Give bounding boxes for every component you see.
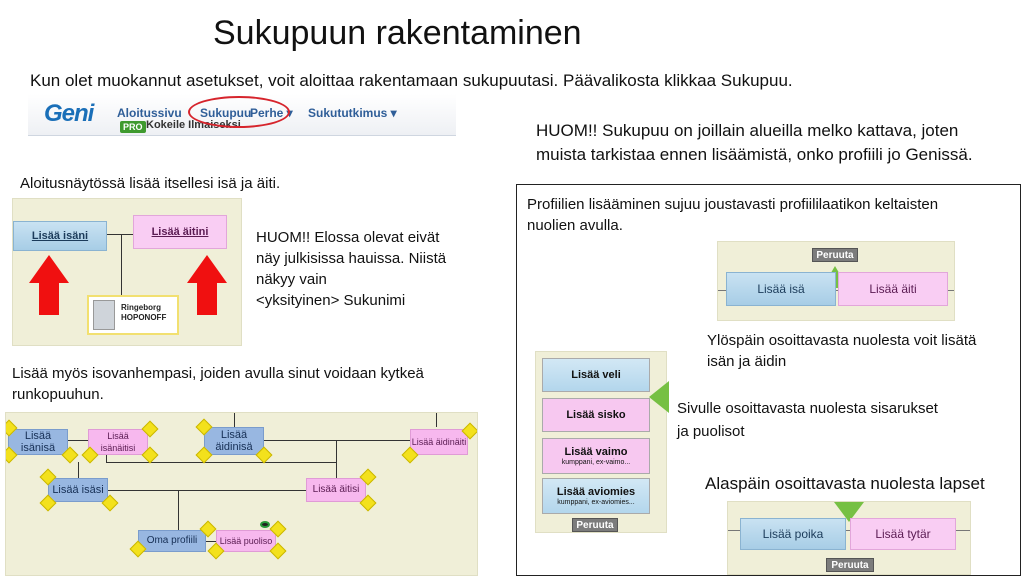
page-title: Sukupuun rakentaminen bbox=[213, 14, 582, 52]
own-profile-box[interactable]: Oma profiili bbox=[138, 530, 206, 552]
red-up-arrow-icon bbox=[29, 255, 69, 315]
add-brother-box[interactable]: Lisää veli bbox=[542, 358, 650, 392]
grandparents-tree-panel bbox=[5, 412, 478, 576]
add-father-box[interactable]: Lisää isä bbox=[726, 272, 836, 306]
add-paternal-grandfather-box[interactable]: Lisää isänisä bbox=[8, 429, 68, 455]
grandparents-text-line-2: runkopuuhun. bbox=[12, 386, 104, 403]
connector-line bbox=[121, 234, 122, 295]
add-maternal-grandmother-box[interactable]: Lisää äidinäiti bbox=[410, 429, 468, 455]
grandparents-text-line-1: Lisää myös isovanhempasi, joiden avulla sinut voidaan kytkeä bbox=[12, 365, 424, 382]
intro-text: Kun olet muokannut asetukset, voit aloittaa rakentamaan sukupuutasi. Päävalikosta klikkaa Sukupuu. bbox=[30, 71, 793, 90]
living-note-line-2: näy julkisissa hauissa. Niistä bbox=[256, 250, 447, 267]
red-up-arrow-icon bbox=[187, 255, 227, 315]
up-arrow-text-line-2: isän ja äidin bbox=[707, 353, 787, 370]
geni-logo: Geni bbox=[44, 100, 94, 127]
living-note-line-3: näkyy vain bbox=[256, 271, 327, 288]
cancel-button[interactable]: Peruuta bbox=[826, 558, 874, 572]
start-screen-panel bbox=[12, 198, 242, 346]
own-profile-card[interactable] bbox=[87, 295, 179, 335]
side-arrow-text-line-2: ja puolisot bbox=[677, 423, 745, 440]
nav-family[interactable]: Perhe ▾ bbox=[250, 106, 293, 120]
add-father-box[interactable]: Lisää isäsi bbox=[48, 478, 108, 502]
add-parents-panel bbox=[717, 241, 955, 321]
add-sister-box[interactable]: Lisää sisko bbox=[542, 398, 650, 432]
guide-intro-line-2: nuolien avulla. bbox=[527, 217, 623, 234]
side-arrow-text-line-1: Sivulle osoittavasta nuolesta sisarukset bbox=[677, 400, 938, 417]
green-dot-icon bbox=[260, 521, 270, 528]
nav-genealogy[interactable]: Sukututkimus ▾ bbox=[308, 106, 397, 120]
nav-home[interactable]: Aloitussivu bbox=[117, 106, 182, 120]
add-maternal-grandfather-box[interactable]: Lisää äidinisä bbox=[204, 427, 264, 455]
add-wife-box[interactable]: Lisää vaimo kumppani, ex-vaimo... bbox=[542, 438, 650, 474]
down-arrow-text: Alaspäin osoittavasta nuolesta lapset bbox=[705, 474, 985, 493]
cancel-button[interactable]: Peruuta bbox=[572, 518, 618, 532]
coverage-note-line-2: muista tarkistaa ennen lisäämistä, onko profiili jo Genissä. bbox=[536, 145, 973, 164]
try-free-link[interactable]: Kokeile Ilmaiseksi bbox=[146, 119, 241, 131]
nav-family-tree[interactable]: Sukupuu bbox=[200, 106, 252, 120]
living-note-line-4: <yksityinen> Sukunimi bbox=[256, 292, 406, 309]
living-note-line-1: HUOM!! Elossa olevat eivät bbox=[256, 229, 440, 246]
profile-adding-guide bbox=[516, 184, 1021, 576]
cancel-button[interactable]: Peruuta bbox=[812, 248, 858, 262]
start-screen-text: Aloitusnäytössä lisää itsellesi isä ja äiti. bbox=[20, 175, 281, 192]
add-son-box[interactable]: Lisää poika bbox=[740, 518, 846, 550]
pro-badge: PRO bbox=[120, 121, 146, 133]
add-children-panel bbox=[727, 501, 971, 575]
avatar-silhouette-icon bbox=[93, 300, 115, 330]
green-left-arrow-icon[interactable] bbox=[649, 381, 669, 413]
geni-menu-bar bbox=[28, 94, 456, 136]
add-mother-box[interactable]: Lisää äitisi bbox=[306, 478, 366, 502]
add-my-father-box[interactable]: Lisää isäni bbox=[13, 221, 107, 251]
add-my-mother-box[interactable]: Lisää äitini bbox=[133, 215, 227, 249]
up-arrow-text-line-1: Ylöspäin osoittavasta nuolesta voit lisätä bbox=[707, 332, 977, 349]
profile-name: Ringeborg HOPONOFF bbox=[121, 303, 167, 322]
add-paternal-grandmother-box[interactable]: Lisää isänäitisi bbox=[88, 429, 148, 455]
add-mother-box[interactable]: Lisää äiti bbox=[838, 272, 948, 306]
add-daughter-box[interactable]: Lisää tytär bbox=[850, 518, 956, 550]
add-siblings-spouses-panel bbox=[535, 351, 667, 533]
guide-intro-line-1: Profiilien lisääminen sujuu joustavasti profiililaatikon keltaisten bbox=[527, 196, 939, 213]
add-husband-box[interactable]: Lisää aviomies kumppani, ex-aviomies... bbox=[542, 478, 650, 514]
coverage-note-line-1: HUOM!! Sukupuu on joillain alueilla melko kattava, joten bbox=[536, 121, 959, 140]
connector-line bbox=[107, 234, 133, 235]
add-spouse-box[interactable]: Lisää puoliso bbox=[216, 530, 276, 552]
highlight-circle bbox=[188, 96, 290, 128]
